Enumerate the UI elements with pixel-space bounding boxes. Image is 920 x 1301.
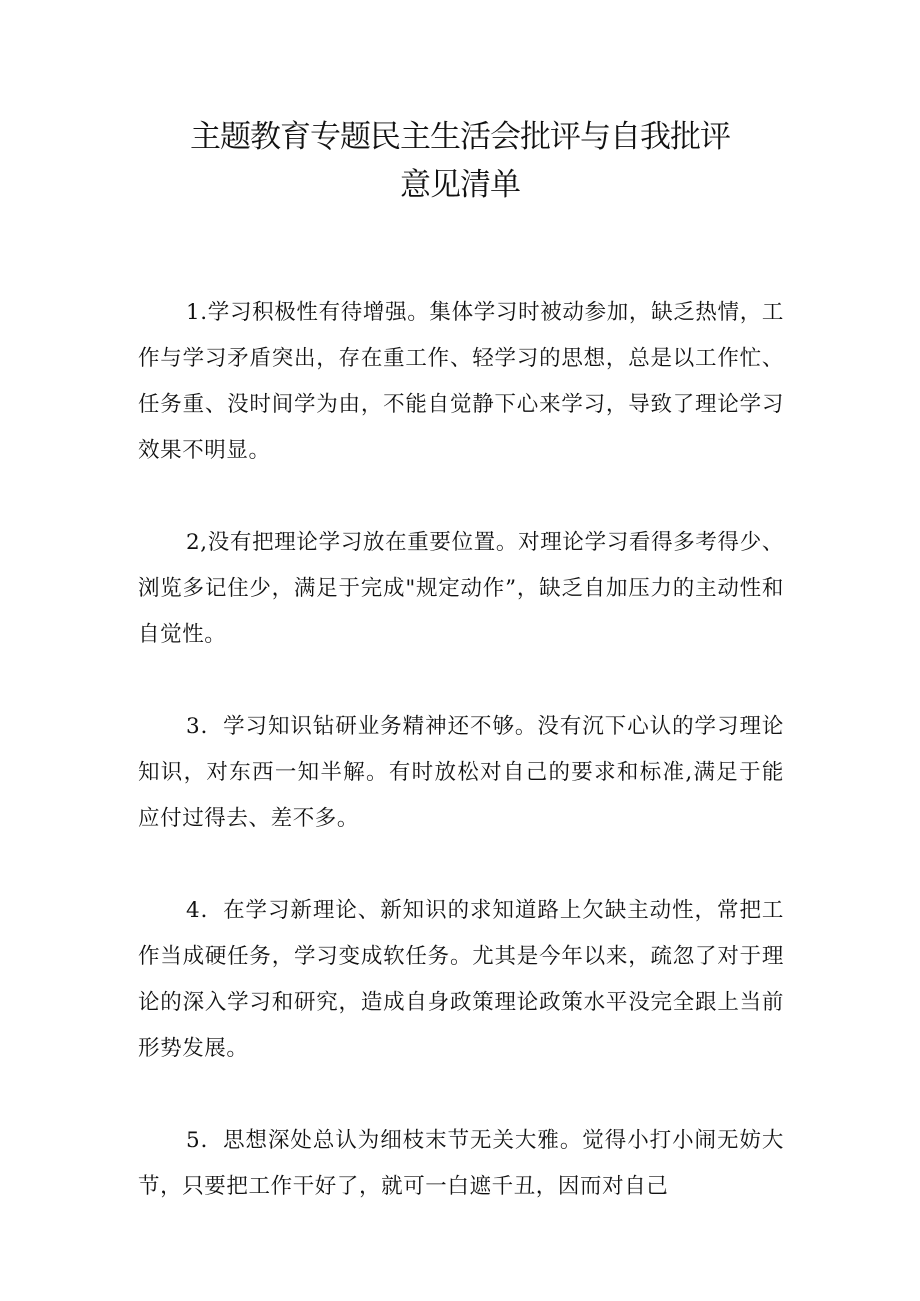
paragraph-5: 5．思想深处总认为细枝末节无关大雅。觉得小打小闹无妨大节，只要把工作干好了，就可一白遮千丑，因而对自己 <box>138 1128 784 1199</box>
title-line-1: 主题教育专题民主生活会批评与自我批评 <box>190 119 730 155</box>
title-line-2: 意见清单 <box>400 167 520 203</box>
paragraph-2: 2,没有把理论学习放在重要位置。对理论学习看得多考得少、浏览多记住少，满足于完成"规定动作”，缺乏自加压力的主动性和自觉性。 <box>138 530 784 647</box>
document-body <box>138 290 784 1256</box>
document-title <box>0 113 920 209</box>
paragraph-1: 1.学习积极性有待增强。集体学习时被动参加，缺乏热情，工作与学习矛盾突出，存在重工作、轻学习的思想，总是以工作忙、任务重、没时间学为由，不能自觉静下心来学习，导致了理论学习效果不明显。 <box>138 300 784 463</box>
paragraph-4: 4．在学习新理论、新知识的求知道路上欠缺主动性，常把工作当成硬任务，学习变成软任务。尤其是今年以来，疏忽了对于理论的深入学习和研究，造成自身政策理论政策水平没完全跟上当前形势发展。 <box>138 898 784 1061</box>
paragraph-3: 3．学习知识钻研业务精神还不够。没有沉下心认的学习理论知识，对东西一知半解。有时放松对自己的要求和标准,满足于能应付过得去、差不多。 <box>138 714 784 831</box>
